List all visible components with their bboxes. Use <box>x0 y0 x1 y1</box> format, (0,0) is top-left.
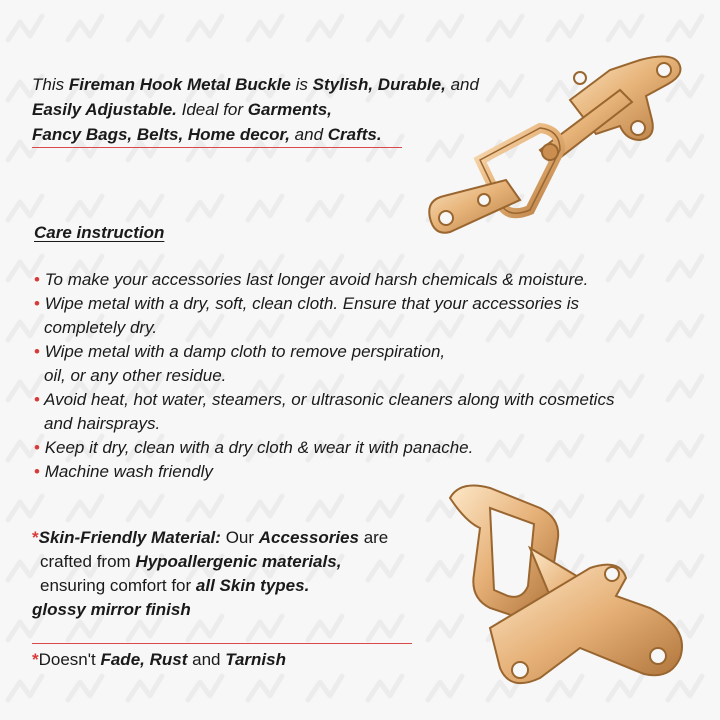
care-item <box>34 292 674 340</box>
care-item <box>34 268 674 292</box>
care-item-text: Keep it dry, clean with a dry cloth & wear it with panache. <box>44 438 474 457</box>
skin-line-2 <box>32 550 452 574</box>
skin-line-3 <box>32 574 452 598</box>
intro-adjustable: Easily Adjustable. <box>32 100 177 119</box>
care-item <box>34 436 674 460</box>
skin-label: Skin-Friendly Material: <box>38 528 221 547</box>
bullet-icon: • <box>34 270 40 289</box>
care-item-text: To make your accessories last longer avoid harsh chemicals & moisture. <box>44 270 589 289</box>
care-item-text: Avoid heat, hot water, steamers, or ultrasonic cleaners along with cosmetics <box>44 390 615 409</box>
product-intro <box>32 72 572 147</box>
skin-friendly-section <box>32 526 452 622</box>
care-item <box>34 388 674 436</box>
asterisk: * <box>32 650 39 669</box>
fade-doesnt: Doesn't <box>38 650 96 669</box>
fade-and: and <box>192 650 221 669</box>
intro-ideal-for: Ideal for <box>181 100 244 119</box>
intro-this: This <box>32 75 65 94</box>
skin-are: are <box>363 528 389 547</box>
skin-crafted-from: crafted from <box>40 552 131 571</box>
skin-ensuring: ensuring comfort for <box>40 576 192 595</box>
asterisk: * <box>32 528 39 547</box>
intro-crafts: Crafts. <box>327 125 382 144</box>
intro-divider <box>32 147 402 148</box>
care-item-continuation: completely dry. <box>44 318 158 337</box>
bullet-icon: • <box>34 390 40 409</box>
glossy-finish: glossy mirror finish <box>32 600 191 619</box>
care-list <box>34 268 674 484</box>
care-item-text: Wipe metal with a dry, soft, clean cloth. Ensure that your accessories is <box>44 294 580 313</box>
fade-tarnish: Tarnish <box>225 650 286 669</box>
skin-accessories: Accessories <box>258 528 359 547</box>
skin-line-1 <box>32 526 452 550</box>
care-item-text: Wipe metal with a damp cloth to remove perspiration, <box>44 342 446 361</box>
care-item-text: Machine wash friendly <box>44 462 213 481</box>
intro-and-2: and <box>294 125 324 144</box>
intro-garments: Garments, <box>247 100 332 119</box>
intro-and: and <box>450 75 479 94</box>
intro-bags-belts-decor: Fancy Bags, Belts, Home decor, <box>32 125 290 144</box>
intro-stylish: Stylish, Durable, <box>312 75 446 94</box>
bullet-icon: • <box>34 342 40 361</box>
bullet-icon: • <box>34 462 40 481</box>
fireman-hook-closed-image <box>430 478 700 708</box>
care-item <box>34 460 674 484</box>
care-item-continuation: and hairsprays. <box>44 414 161 433</box>
care-heading: Care instruction <box>34 223 165 242</box>
skin-line-4 <box>32 598 452 622</box>
intro-product-name: Fireman Hook Metal Buckle <box>68 75 291 94</box>
skin-all-types: all Skin types. <box>195 576 310 595</box>
fade-rust: Fade, Rust <box>100 650 188 669</box>
skin-hypoallergenic: Hypoallergenic materials, <box>135 552 342 571</box>
bullet-icon: • <box>34 438 40 457</box>
intro-is: is <box>295 75 308 94</box>
no-fade-line <box>32 650 286 670</box>
skin-divider <box>32 643 412 644</box>
care-item <box>34 340 674 388</box>
care-item-continuation: oil, or any other residue. <box>44 366 227 385</box>
bullet-icon: • <box>34 294 40 313</box>
skin-our: Our <box>225 528 255 547</box>
